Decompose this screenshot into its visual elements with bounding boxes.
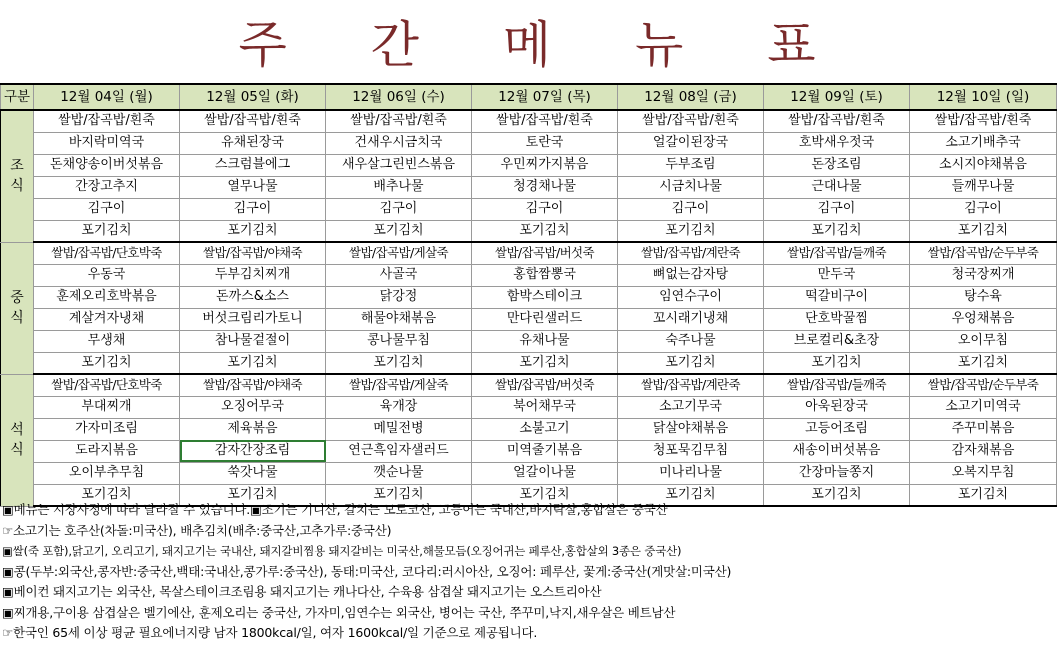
menu-cell[interactable]: 임연수구이 — [618, 286, 764, 308]
menu-cell[interactable]: 포기김치 — [180, 484, 326, 506]
menu-cell[interactable]: 소시지야채볶음 — [910, 154, 1057, 176]
menu-cell[interactable]: 연근흑임자샐러드 — [326, 440, 472, 462]
menu-cell[interactable]: 해물야채볶음 — [326, 308, 472, 330]
menu-cell[interactable]: 함박스테이크 — [472, 286, 618, 308]
notes — [0, 500, 1058, 644]
note-line[interactable]: ▣베이컨 돼지고기는 외국산, 목살스테이크조림용 돼지고기는 캐나다산, 수육용 삼겹살 돼지고기는 오스트리아산 — [2, 584, 602, 599]
menu-cell[interactable]: 쌀밥/잡곡밥/버섯죽 — [472, 242, 618, 264]
menu-cell[interactable]: 시금치나물 — [618, 176, 764, 198]
menu-cell[interactable]: 쌀밥/잡곡밥/버섯죽 — [472, 374, 618, 396]
menu-cell[interactable]: 호박새우젓국 — [764, 132, 910, 154]
menu-cell[interactable]: 미나리나물 — [618, 462, 764, 484]
menu-cell[interactable]: 우민찌가지볶음 — [472, 154, 618, 176]
menu-cell[interactable]: 포기김치 — [618, 484, 764, 506]
menu-cell[interactable]: 포기김치 — [180, 352, 326, 374]
menu-cell[interactable]: 쑥갓나물 — [180, 462, 326, 484]
menu-cell[interactable]: 포기김치 — [618, 220, 764, 242]
menu-cell[interactable]: 바지락미역국 — [34, 132, 180, 154]
menu-cell[interactable]: 돈까스&소스 — [180, 286, 326, 308]
menu-cell[interactable]: 쌀밥/잡곡밥/흰죽 — [326, 110, 472, 132]
header-row — [1, 84, 1057, 110]
menu-cell[interactable]: 포기김치 — [326, 220, 472, 242]
menu-cell[interactable]: 포기김치 — [764, 352, 910, 374]
menu-cell[interactable]: 포기김치 — [618, 352, 764, 374]
menu-cell[interactable]: 청경채나물 — [472, 176, 618, 198]
menu-cell[interactable]: 청포묵김무침 — [618, 440, 764, 462]
menu-cell[interactable]: 포기김치 — [764, 220, 910, 242]
menu-cell[interactable]: 쌀밥/잡곡밥/순두부죽 — [910, 374, 1057, 396]
menu-cell[interactable]: 토란국 — [472, 132, 618, 154]
menu-cell[interactable]: 훈제오리호박볶음 — [34, 286, 180, 308]
menu-cell[interactable]: 뼈없는감자탕 — [618, 264, 764, 286]
menu-cell[interactable]: 부대찌개 — [34, 396, 180, 418]
menu-cell[interactable]: 홍합짬뽕국 — [472, 264, 618, 286]
menu-cell[interactable]: 열무나물 — [180, 176, 326, 198]
menu-cell[interactable]: 김구이 — [326, 198, 472, 220]
menu-cell[interactable]: 쌀밥/잡곡밥/게살죽 — [326, 374, 472, 396]
menu-cell[interactable]: 포기김치 — [764, 484, 910, 506]
day-header[interactable]: 12월 07일 (목) — [472, 84, 618, 110]
table-row — [1, 154, 1057, 176]
page-title: 주 간 메 뉴 표 — [238, 16, 850, 74]
menu-cell[interactable]: 고등어조림 — [764, 418, 910, 440]
note-line[interactable]: ▣찌개용,구이용 삼겹살은 벨기에산, 훈제오리는 중국산, 가자미,임연수는 외국산, 병어는 국산, 쭈꾸미,낙지,새우살은 베트남산 — [2, 604, 676, 620]
menu-cell[interactable]: 깻순나물 — [326, 462, 472, 484]
day-header[interactable]: 12월 04일 (월) — [34, 84, 180, 110]
menu-cell[interactable]: 포기김치 — [472, 352, 618, 374]
menu-cell[interactable]: 청국장찌개 — [910, 264, 1057, 286]
menu-cell[interactable]: 우엉채볶음 — [910, 308, 1057, 330]
menu-cell[interactable]: 만두국 — [764, 264, 910, 286]
menu-cell[interactable]: 건새우시금치국 — [326, 132, 472, 154]
menu-cell[interactable]: 포기김치 — [180, 220, 326, 242]
menu-cell[interactable]: 돈장조림 — [764, 154, 910, 176]
day-header[interactable]: 12월 06일 (수) — [326, 84, 472, 110]
menu-cell[interactable]: 돈채양송이버섯볶음 — [34, 154, 180, 176]
note-line[interactable]: ☞한국인 65세 이상 평균 필요에너지량 남자 1800kcal/일, 여자 1600kcal/일 기준으로 제공됩니다. — [2, 625, 538, 640]
menu-cell[interactable]: 쌀밥/잡곡밥/계란죽 — [618, 374, 764, 396]
menu-cell[interactable]: 간장마늘쫑지 — [764, 462, 910, 484]
table-row — [1, 418, 1057, 440]
menu-cell[interactable]: 감자채볶음 — [910, 440, 1057, 462]
menu-cell[interactable]: 소불고기 — [472, 418, 618, 440]
meal-label-text: 조식 — [10, 158, 24, 195]
table-row — [1, 440, 1057, 462]
weekly-menu-table — [0, 83, 1057, 507]
menu-cell[interactable]: 김구이 — [472, 198, 618, 220]
meal-label[interactable] — [1, 374, 34, 506]
menu-cell[interactable]: 두부조림 — [618, 154, 764, 176]
menu-cell[interactable]: 소고기무국 — [618, 396, 764, 418]
menu-cell[interactable]: 무생채 — [34, 330, 180, 352]
menu-cell[interactable]: 닭살야채볶음 — [618, 418, 764, 440]
menu-cell[interactable]: 만다린샐러드 — [472, 308, 618, 330]
menu-cell[interactable]: 유채된장국 — [180, 132, 326, 154]
menu-cell[interactable]: 쌀밥/잡곡밥/흰죽 — [764, 110, 910, 132]
day-header[interactable]: 12월 10일 (일) — [910, 84, 1057, 110]
menu-cell[interactable]: 떡갈비구이 — [764, 286, 910, 308]
note-line[interactable]: ▣메뉴는 시장사정에 따라 달라질 수 있습니다.▣조기는 기니산, 갈치는 모로코산, 고등어는 국내산,바지락살,홍합살은 중국산 — [2, 502, 668, 517]
menu-cell[interactable]: 얼갈이된장국 — [618, 132, 764, 154]
menu-cell[interactable]: 제육볶음 — [180, 418, 326, 440]
menu-cell[interactable]: 감자간장조림 — [180, 440, 326, 462]
note-line[interactable]: ▣쌀(죽 포함),닭고기, 오리고기, 돼지고기는 국내산, 돼지갈비찜용 돼지갈비는 미국산,해물모듬(오징어귀는 페루산,홍합살외 3종은 중국산) — [2, 544, 682, 558]
menu-cell[interactable]: 포기김치 — [472, 220, 618, 242]
meal-label-text: 중식 — [10, 290, 24, 326]
day-header[interactable]: 12월 05일 (화) — [180, 84, 326, 110]
note-line[interactable]: ☞소고기는 호주산(차돌:미국산), 배추김치(배추:중국산,고추가루:중국산) — [2, 522, 392, 538]
menu-cell[interactable]: 탕수육 — [910, 286, 1057, 308]
menu-cell[interactable]: 포기김치 — [910, 220, 1057, 242]
table-row — [1, 198, 1057, 220]
note-line[interactable]: ▣콩(두부:외국산,콩자반:중국산,백태:국내산,콩가루:중국산), 동태:미국산, 코다리:러시아산, 오징어: 페루산, 꽃게:중국산(게맛살:미국산) — [2, 563, 732, 579]
menu-cell[interactable]: 간장고추지 — [34, 176, 180, 198]
menu-cell[interactable]: 김구이 — [910, 198, 1057, 220]
menu-cell[interactable]: 포기김치 — [326, 352, 472, 374]
menu-cell[interactable]: 김구이 — [618, 198, 764, 220]
table-row — [1, 176, 1057, 198]
table-row — [1, 264, 1057, 286]
menu-cell[interactable]: 북어채무국 — [472, 396, 618, 418]
menu-cell[interactable]: 도라지볶음 — [34, 440, 180, 462]
menu-cell[interactable]: 유채나물 — [472, 330, 618, 352]
table-row — [1, 110, 1057, 132]
menu-cell[interactable]: 김구이 — [180, 198, 326, 220]
menu-cell[interactable]: 쌀밥/잡곡밥/흰죽 — [472, 110, 618, 132]
menu-cell[interactable]: 배추나물 — [326, 176, 472, 198]
table-row — [1, 374, 1057, 396]
menu-cell[interactable]: 포기김치 — [472, 484, 618, 506]
menu-cell[interactable]: 버섯크림리가토니 — [180, 308, 326, 330]
menu-cell[interactable]: 포기김치 — [34, 220, 180, 242]
table-row — [1, 396, 1057, 418]
menu-cell[interactable]: 근대나물 — [764, 176, 910, 198]
table-row — [1, 220, 1057, 242]
menu-cell[interactable]: 새송이버섯볶음 — [764, 440, 910, 462]
table-row — [1, 132, 1057, 154]
table-row — [1, 308, 1057, 330]
menu-cell[interactable]: 쌀밥/잡곡밥/게살죽 — [326, 242, 472, 264]
menu-cell[interactable]: 육개장 — [326, 396, 472, 418]
menu-cell[interactable]: 쌀밥/잡곡밥/야채죽 — [180, 374, 326, 396]
menu-cell[interactable]: 우동국 — [34, 264, 180, 286]
menu-cell[interactable]: 스크럼블에그 — [180, 154, 326, 176]
menu-cell[interactable]: 들깨무나물 — [910, 176, 1057, 198]
menu-cell[interactable]: 김구이 — [34, 198, 180, 220]
meal-label[interactable] — [1, 242, 34, 374]
menu-cell[interactable]: 쌀밥/잡곡밥/단호박죽 — [34, 242, 180, 264]
menu-cell[interactable]: 주꾸미볶음 — [910, 418, 1057, 440]
menu-cell[interactable]: 쌀밥/잡곡밥/흰죽 — [618, 110, 764, 132]
menu-cell[interactable]: 미역줄기볶음 — [472, 440, 618, 462]
menu-cell[interactable]: 계살겨자냉채 — [34, 308, 180, 330]
table-row — [1, 330, 1057, 352]
menu-cell[interactable]: 포기김치 — [34, 352, 180, 374]
menu-cell[interactable]: 오이부추무침 — [34, 462, 180, 484]
menu-cell[interactable]: 숙주나물 — [618, 330, 764, 352]
table-row — [1, 242, 1057, 264]
menu-cell[interactable]: 김구이 — [764, 198, 910, 220]
menu-cell[interactable]: 새우살그린빈스볶음 — [326, 154, 472, 176]
menu-cell[interactable]: 포기김치 — [910, 352, 1057, 374]
table-row — [1, 462, 1057, 484]
menu-cell[interactable]: 단호박꿀찜 — [764, 308, 910, 330]
menu-cell[interactable]: 쌀밥/잡곡밥/들깨죽 — [764, 374, 910, 396]
menu-cell[interactable]: 오이무침 — [910, 330, 1057, 352]
menu-cell[interactable]: 참나물겉절이 — [180, 330, 326, 352]
menu-cell[interactable]: 쌀밥/잡곡밥/들깨죽 — [764, 242, 910, 264]
menu-cell[interactable]: 닭강정 — [326, 286, 472, 308]
menu-cell[interactable]: 콩나물무침 — [326, 330, 472, 352]
menu-cell[interactable]: 소고기미역국 — [910, 396, 1057, 418]
menu-cell[interactable]: 꼬시래기냉채 — [618, 308, 764, 330]
menu-cell[interactable]: 쌀밥/잡곡밥/야채죽 — [180, 242, 326, 264]
menu-cell[interactable]: 가자미조림 — [34, 418, 180, 440]
menu-cell[interactable]: 얼갈이나물 — [472, 462, 618, 484]
day-header[interactable]: 12월 09일 (토) — [764, 84, 910, 110]
menu-cell[interactable]: 포기김치 — [910, 484, 1057, 506]
menu-cell[interactable]: 쌀밥/잡곡밥/흰죽 — [910, 110, 1057, 132]
menu-cell[interactable]: 쌀밥/잡곡밥/계란죽 — [618, 242, 764, 264]
meal-label[interactable] — [1, 110, 34, 242]
meal-label-text: 석식 — [10, 422, 24, 458]
menu-cell[interactable]: 쌀밥/잡곡밥/순두부죽 — [910, 242, 1057, 264]
menu-body — [1, 110, 1057, 506]
menu-cell[interactable]: 쌀밥/잡곡밥/흰죽 — [34, 110, 180, 132]
menu-cell[interactable]: 아욱된장국 — [764, 396, 910, 418]
menu-cell[interactable]: 포기김치 — [326, 484, 472, 506]
table-row — [1, 286, 1057, 308]
menu-cell[interactable]: 두부김치찌개 — [180, 264, 326, 286]
menu-cell[interactable]: 포기김치 — [34, 484, 180, 506]
menu-cell[interactable]: 브로컬리&초장 — [764, 330, 910, 352]
table-row — [1, 352, 1057, 374]
corner-label[interactable]: 구분 — [1, 84, 34, 110]
day-header[interactable]: 12월 08일 (금) — [618, 84, 764, 110]
menu-cell[interactable]: 오징어무국 — [180, 396, 326, 418]
menu-cell[interactable]: 소고기배추국 — [910, 132, 1057, 154]
menu-cell[interactable]: 오복지무침 — [910, 462, 1057, 484]
menu-cell[interactable]: 쌀밥/잡곡밥/흰죽 — [180, 110, 326, 132]
menu-cell[interactable]: 쌀밥/잡곡밥/단호박죽 — [34, 374, 180, 396]
menu-cell[interactable]: 메밀전병 — [326, 418, 472, 440]
menu-cell[interactable]: 사골국 — [326, 264, 472, 286]
